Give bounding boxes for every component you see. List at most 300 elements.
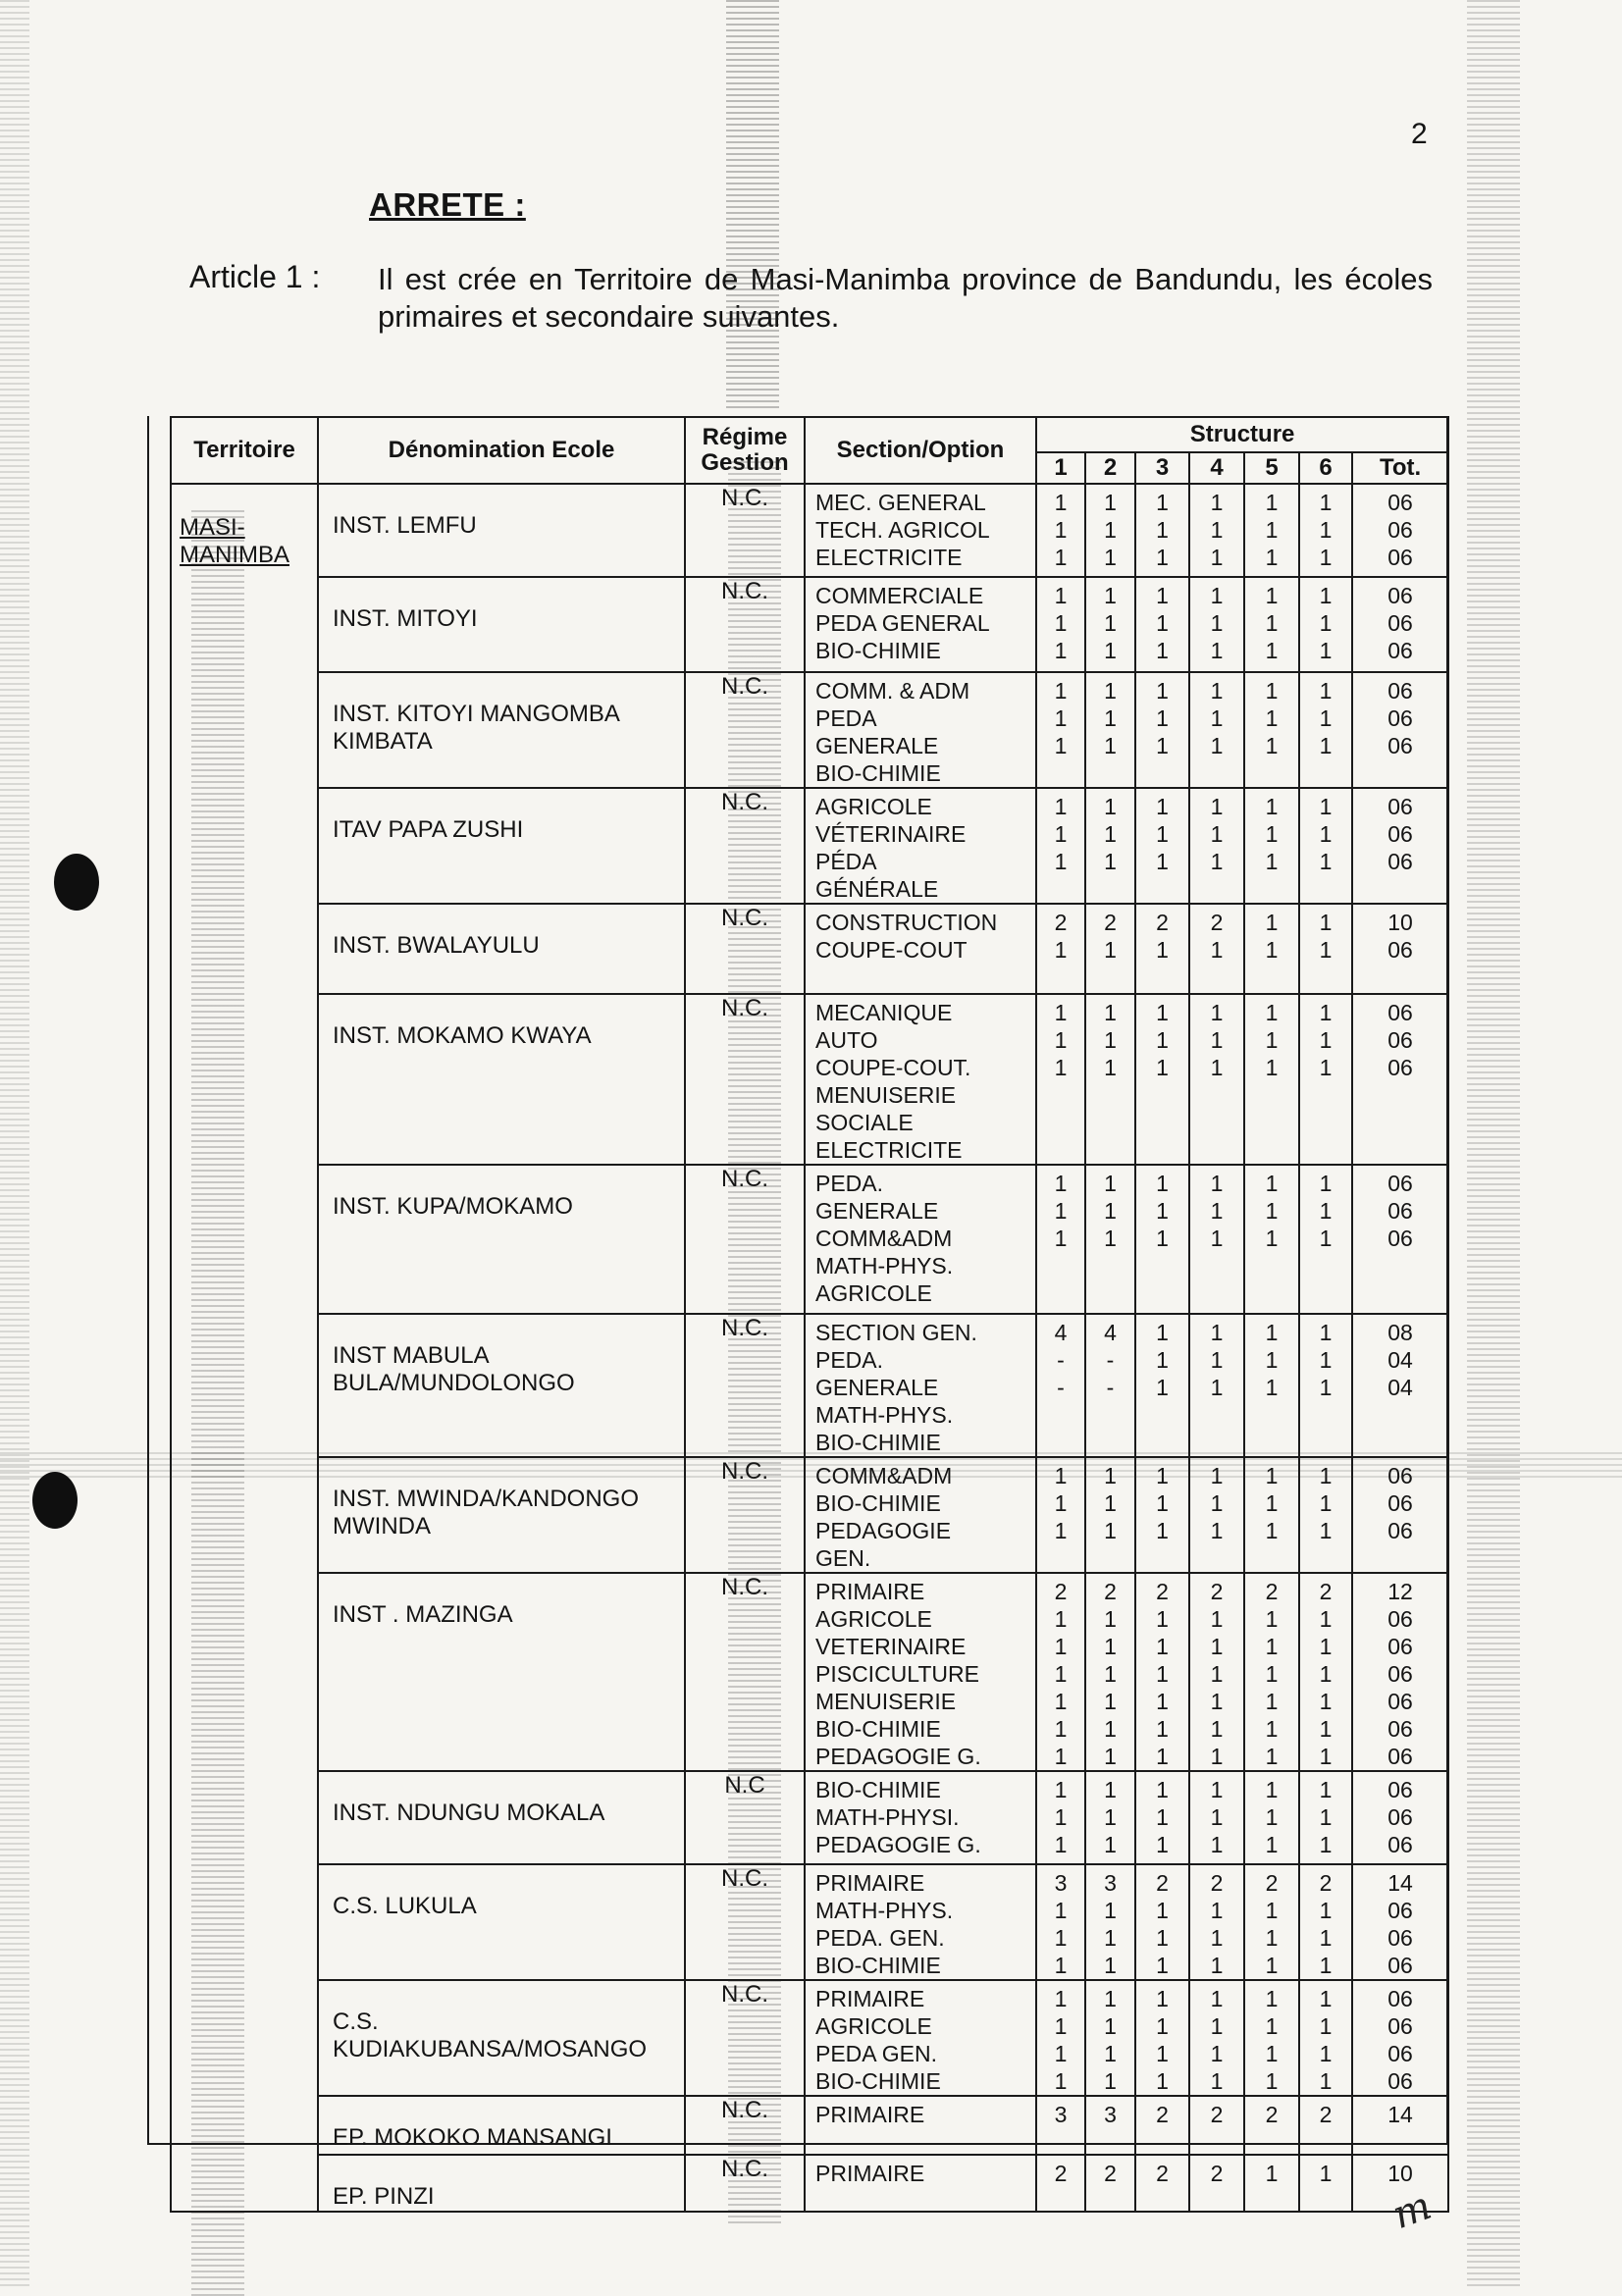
structure-value: 1 xyxy=(1156,490,1169,515)
structure-value: 1 xyxy=(1104,1986,1117,2011)
structure-cell-y4 xyxy=(1189,994,1244,1165)
structure-value: 1 xyxy=(1210,2068,1224,2094)
structure-cell-y6 xyxy=(1299,1573,1352,1771)
structure-value: 1 xyxy=(1265,2161,1279,2186)
structure-cell-y4 xyxy=(1189,1457,1244,1573)
structure-cell-y5 xyxy=(1244,484,1299,577)
structure-value: 1 xyxy=(1210,517,1224,543)
structure-value: 2 xyxy=(1265,2102,1279,2127)
structure-value: 1 xyxy=(1054,1463,1068,1488)
structure-value: 1 xyxy=(1156,1320,1169,1345)
structure-cell-y3 xyxy=(1135,1573,1189,1771)
structure-value: 4 xyxy=(1054,1320,1068,1345)
structure-cell-y4 xyxy=(1189,672,1244,788)
structure-value: 1 xyxy=(1319,2161,1333,2186)
total-value: 14 xyxy=(1387,1870,1413,1896)
structure-value: 1 xyxy=(1104,1832,1117,1857)
structure-value: 1 xyxy=(1265,937,1279,963)
header-denomination: Dénomination Ecole xyxy=(318,417,685,484)
section-option: GENERALE xyxy=(815,1198,939,1224)
scan-smudge xyxy=(726,0,779,412)
structure-value: 1 xyxy=(1054,2013,1068,2039)
section-option: COUPE-COUT. xyxy=(815,1055,971,1080)
section-option: BIO-CHIMIE xyxy=(815,1953,941,1978)
structure-cell-y3 xyxy=(1135,1864,1189,1980)
structure-value: 1 xyxy=(1319,1689,1333,1714)
school-name: INST. KITOYI MANGOMBA KIMBATA xyxy=(318,672,685,788)
regime-gestion: N.C. xyxy=(685,1314,805,1457)
section-option: SOCIALE xyxy=(815,1110,914,1135)
structure-value: 2 xyxy=(1156,1579,1169,1604)
table-row xyxy=(171,1980,1448,2096)
structure-cell-y2 xyxy=(1085,2096,1135,2155)
structure-value: 1 xyxy=(1156,1744,1169,1769)
structure-value: 1 xyxy=(1210,1986,1224,2011)
structure-value: 1 xyxy=(1265,583,1279,608)
structure-value: 1 xyxy=(1319,849,1333,874)
structure-value: 1 xyxy=(1319,1027,1333,1053)
structure-value: 1 xyxy=(1156,545,1169,570)
structure-value: 1 xyxy=(1319,1804,1333,1830)
structure-value: 1 xyxy=(1210,1898,1224,1923)
section-option: PRIMAIRE xyxy=(815,1579,925,1604)
structure-value: 1 xyxy=(1104,2068,1117,2094)
structure-value: 1 xyxy=(1210,490,1224,515)
structure-value: 1 xyxy=(1104,1925,1117,1951)
scan-smudge xyxy=(0,0,29,2289)
structure-value: 1 xyxy=(1054,849,1068,874)
total-cell xyxy=(1352,788,1448,904)
structure-value: 1 xyxy=(1265,1027,1279,1053)
structure-value: 1 xyxy=(1319,1198,1333,1224)
regime-gestion: N.C. xyxy=(685,1864,805,1980)
structure-value: 1 xyxy=(1319,705,1333,731)
section-option: PRIMAIRE xyxy=(815,1986,925,2011)
total-value: 06 xyxy=(1387,733,1413,758)
structure-value: 1 xyxy=(1265,1744,1279,1769)
structure-value: 1 xyxy=(1210,1320,1224,1345)
structure-value: 2 xyxy=(1210,2102,1224,2127)
structure-cell-y3 xyxy=(1135,1165,1189,1314)
structure-value: 1 xyxy=(1265,1898,1279,1923)
structure-value: 1 xyxy=(1319,1375,1333,1400)
structure-value: 1 xyxy=(1156,1986,1169,2011)
section-option: MECANIQUE xyxy=(815,1000,953,1025)
section-option: AGRICOLE xyxy=(815,794,932,819)
structure-cell-y5 xyxy=(1244,672,1299,788)
total-value: 06 xyxy=(1387,1490,1413,1516)
total-value: 06 xyxy=(1387,1518,1413,1543)
section-option: PEDA. GEN. xyxy=(815,1925,945,1951)
structure-cell-y1 xyxy=(1036,577,1085,672)
page-number: 2 xyxy=(1411,118,1428,150)
punch-hole xyxy=(54,854,99,911)
total-cell xyxy=(1352,1573,1448,1771)
structure-cell-y1 xyxy=(1036,788,1085,904)
structure-value: 1 xyxy=(1265,2068,1279,2094)
structure-value: 1 xyxy=(1156,1347,1169,1373)
section-option: BIO-CHIMIE xyxy=(815,1716,941,1742)
total-value: 14 xyxy=(1387,2102,1413,2127)
structure-value: 1 xyxy=(1319,1320,1333,1345)
structure-cell-y5 xyxy=(1244,1864,1299,1980)
structure-value: 1 xyxy=(1319,1716,1333,1742)
structure-cell-y6 xyxy=(1299,577,1352,672)
structure-value: 1 xyxy=(1210,794,1224,819)
structure-value: 1 xyxy=(1156,638,1169,663)
structure-value: 1 xyxy=(1210,1490,1224,1516)
structure-value: 1 xyxy=(1265,705,1279,731)
structure-value: 1 xyxy=(1156,1661,1169,1687)
structure-value: 1 xyxy=(1265,1925,1279,1951)
structure-value: 2 xyxy=(1210,1870,1224,1896)
structure-value: 1 xyxy=(1319,1661,1333,1687)
structure-cell-y5 xyxy=(1244,1573,1299,1771)
section-option: PÉDA xyxy=(815,849,877,874)
structure-value: 1 xyxy=(1265,849,1279,874)
structure-value: 1 xyxy=(1104,583,1117,608)
structure-value: 1 xyxy=(1210,1777,1224,1802)
structure-value: 1 xyxy=(1104,1634,1117,1659)
structure-value: 1 xyxy=(1156,1689,1169,1714)
structure-cell-y1 xyxy=(1036,1165,1085,1314)
total-cell xyxy=(1352,672,1448,788)
structure-value: 1 xyxy=(1265,1000,1279,1025)
structure-value: 1 xyxy=(1156,2068,1169,2094)
header-territoire: Territoire xyxy=(171,417,318,484)
total-value: 06 xyxy=(1387,1986,1413,2011)
structure-value: 1 xyxy=(1265,821,1279,847)
structure-value: 1 xyxy=(1054,937,1068,963)
structure-value: 3 xyxy=(1104,1870,1117,1896)
structure-value: 1 xyxy=(1104,821,1117,847)
school-name: EP. MOKOKO MANSANGI xyxy=(318,2096,685,2155)
structure-value: 1 xyxy=(1265,1606,1279,1632)
structure-value: 1 xyxy=(1104,1716,1117,1742)
structure-cell-y6 xyxy=(1299,2096,1352,2155)
structure-value: 1 xyxy=(1319,794,1333,819)
structure-cell-y6 xyxy=(1299,1864,1352,1980)
structure-value: 1 xyxy=(1265,1661,1279,1687)
structure-value: 1 xyxy=(1265,638,1279,663)
school-name: INST. KUPA/MOKAMO xyxy=(318,1165,685,1314)
total-value: 06 xyxy=(1387,1055,1413,1080)
structure-value: 1 xyxy=(1319,1606,1333,1632)
structure-value: 1 xyxy=(1104,1055,1117,1080)
structure-value: 1 xyxy=(1210,1463,1224,1488)
structure-value: 1 xyxy=(1156,2013,1169,2039)
structure-cell-y4 xyxy=(1189,577,1244,672)
structure-cell-y4 xyxy=(1189,484,1244,577)
structure-value: 1 xyxy=(1210,2041,1224,2066)
structure-value: 1 xyxy=(1210,638,1224,663)
structure-cell-y3 xyxy=(1135,904,1189,994)
section-options xyxy=(805,1457,1036,1573)
total-value: 06 xyxy=(1387,705,1413,731)
total-value: 06 xyxy=(1387,1634,1413,1659)
structure-value: 1 xyxy=(1054,1226,1068,1251)
table-row xyxy=(171,994,1448,1165)
structure-cell-y2 xyxy=(1085,1771,1135,1864)
section-option: COMMERCIALE xyxy=(815,583,984,608)
structure-cell-y4 xyxy=(1189,2155,1244,2212)
regime-gestion: N.C. xyxy=(685,577,805,672)
structure-value: 1 xyxy=(1156,1953,1169,1978)
structure-value: 1 xyxy=(1210,1661,1224,1687)
header-year-6: 6 xyxy=(1299,452,1352,484)
structure-cell-y3 xyxy=(1135,1457,1189,1573)
structure-value: 1 xyxy=(1054,2068,1068,2094)
school-name: INST. MOKAMO KWAYA xyxy=(318,994,685,1165)
total-value: 06 xyxy=(1387,610,1413,636)
school-name: INST. MWINDA/KANDONGO MWINDA xyxy=(318,1457,685,1573)
structure-value: 1 xyxy=(1054,1716,1068,1742)
total-cell xyxy=(1352,1771,1448,1864)
total-value: 10 xyxy=(1387,910,1413,935)
structure-value: 1 xyxy=(1265,910,1279,935)
section-option: ELECTRICITE xyxy=(815,545,963,570)
structure-value: 1 xyxy=(1156,733,1169,758)
structure-cell-y1 xyxy=(1036,1573,1085,1771)
structure-value: 1 xyxy=(1319,910,1333,935)
total-cell xyxy=(1352,994,1448,1165)
structure-value: 1 xyxy=(1054,1027,1068,1053)
structure-value: 2 xyxy=(1319,1579,1333,1604)
structure-value: 1 xyxy=(1265,545,1279,570)
structure-value: 1 xyxy=(1104,1490,1117,1516)
structure-value: 1 xyxy=(1104,1198,1117,1224)
structure-cell-y3 xyxy=(1135,1771,1189,1864)
total-cell xyxy=(1352,1314,1448,1457)
structure-value: 1 xyxy=(1265,1634,1279,1659)
section-option: GÉNÉRALE xyxy=(815,876,939,902)
structure-cell-y5 xyxy=(1244,1165,1299,1314)
structure-value: 1 xyxy=(1265,490,1279,515)
structure-value: 1 xyxy=(1210,1171,1224,1196)
total-value: 06 xyxy=(1387,1198,1413,1224)
structure-cell-y6 xyxy=(1299,1457,1352,1573)
section-option: AGRICOLE xyxy=(815,1606,932,1632)
total-value: 06 xyxy=(1387,1463,1413,1488)
structure-value: 2 xyxy=(1156,1870,1169,1896)
regime-gestion: N.C. xyxy=(685,2096,805,2155)
total-value: 06 xyxy=(1387,490,1413,515)
structure-value: 1 xyxy=(1054,1777,1068,1802)
total-cell xyxy=(1352,484,1448,577)
structure-value: 1 xyxy=(1104,1518,1117,1543)
table-row xyxy=(171,1573,1448,1771)
structure-cell-y4 xyxy=(1189,788,1244,904)
structure-value: 1 xyxy=(1104,705,1117,731)
section-options xyxy=(805,1771,1036,1864)
section-option: COUPE-COUT xyxy=(815,937,968,963)
structure-cell-y1 xyxy=(1036,994,1085,1165)
total-value: 06 xyxy=(1387,1716,1413,1742)
structure-value: 1 xyxy=(1265,1777,1279,1802)
table-row xyxy=(171,1165,1448,1314)
structure-cell-y5 xyxy=(1244,1314,1299,1457)
regime-gestion: N.C. xyxy=(685,672,805,788)
total-value: 06 xyxy=(1387,1777,1413,1802)
regime-gestion: N.C. xyxy=(685,1573,805,1771)
structure-value: 1 xyxy=(1054,490,1068,515)
structure-value: 1 xyxy=(1210,1198,1224,1224)
table-row xyxy=(171,1314,1448,1457)
table-row xyxy=(171,2096,1448,2155)
structure-value: 1 xyxy=(1156,1832,1169,1857)
structure-value: 1 xyxy=(1104,1804,1117,1830)
section-option: PEDAGOGIE G. xyxy=(815,1832,981,1857)
structure-value: 1 xyxy=(1210,1804,1224,1830)
section-option: PEDAGOGIE xyxy=(815,1518,952,1543)
regime-gestion: N.C. xyxy=(685,994,805,1165)
structure-value: 1 xyxy=(1054,1689,1068,1714)
structure-cell-y1 xyxy=(1036,672,1085,788)
structure-cell-y1 xyxy=(1036,1314,1085,1457)
structure-value: 1 xyxy=(1104,1661,1117,1687)
structure-cell-y2 xyxy=(1085,672,1135,788)
structure-value: 1 xyxy=(1104,2041,1117,2066)
structure-value: 1 xyxy=(1054,1490,1068,1516)
structure-value: 1 xyxy=(1156,1375,1169,1400)
structure-value: 1 xyxy=(1104,1898,1117,1923)
structure-cell-y2 xyxy=(1085,1573,1135,1771)
school-name: INST. LEMFU xyxy=(318,484,685,577)
structure-value: 1 xyxy=(1319,1490,1333,1516)
structure-cell-y4 xyxy=(1189,1314,1244,1457)
structure-value: 2 xyxy=(1210,910,1224,935)
structure-value: 2 xyxy=(1210,2161,1224,2186)
section-option: PRIMAIRE xyxy=(815,1870,925,1896)
structure-value: - xyxy=(1106,1375,1115,1400)
structure-cell-y2 xyxy=(1085,577,1135,672)
structure-value: 1 xyxy=(1054,1055,1068,1080)
structure-value: 2 xyxy=(1265,1870,1279,1896)
structure-value: 1 xyxy=(1054,1986,1068,2011)
structure-cell-y4 xyxy=(1189,1864,1244,1980)
section-option: PEDA GENERAL xyxy=(815,610,990,636)
structure-value: 1 xyxy=(1104,1171,1117,1196)
header-year-1: 1 xyxy=(1036,452,1085,484)
structure-value: 1 xyxy=(1210,1832,1224,1857)
section-option: MEC. GENERAL xyxy=(815,490,986,515)
structure-value: 2 xyxy=(1319,1870,1333,1896)
structure-value: - xyxy=(1057,1375,1065,1400)
table-row xyxy=(171,577,1448,672)
structure-value: 1 xyxy=(1265,517,1279,543)
structure-value: 1 xyxy=(1210,545,1224,570)
total-value: 06 xyxy=(1387,545,1413,570)
structure-cell-y3 xyxy=(1135,788,1189,904)
structure-value: 2 xyxy=(1054,1579,1068,1604)
scan-smudge xyxy=(1467,0,1520,2289)
total-value: 06 xyxy=(1387,1661,1413,1687)
structure-value: 1 xyxy=(1156,705,1169,731)
territoire-cell xyxy=(171,484,318,2212)
total-value: 06 xyxy=(1387,1953,1413,1978)
school-name: EP. PINZI xyxy=(318,2155,685,2212)
regime-gestion: N.C xyxy=(685,1771,805,1864)
structure-value: 1 xyxy=(1210,849,1224,874)
school-name: C.S. LUKULA xyxy=(318,1864,685,1980)
structure-value: 1 xyxy=(1319,2013,1333,2039)
structure-value: 1 xyxy=(1319,937,1333,963)
structure-value: 1 xyxy=(1156,1925,1169,1951)
structure-cell-y4 xyxy=(1189,2096,1244,2155)
section-option: PEDA. xyxy=(815,1171,884,1196)
structure-value: 1 xyxy=(1210,937,1224,963)
school-name: INST. MITOYI xyxy=(318,577,685,672)
structure-cell-y6 xyxy=(1299,1771,1352,1864)
structure-cell-y3 xyxy=(1135,1980,1189,2096)
structure-value: 1 xyxy=(1156,678,1169,704)
total-value: 06 xyxy=(1387,1898,1413,1923)
structure-value: 1 xyxy=(1319,1000,1333,1025)
total-value: 06 xyxy=(1387,937,1413,963)
structure-cell-y5 xyxy=(1244,2096,1299,2155)
table-row xyxy=(171,484,1448,577)
regime-gestion: N.C. xyxy=(685,904,805,994)
arrete-heading: ARRETE : xyxy=(369,186,526,223)
structure-value: 1 xyxy=(1265,794,1279,819)
structure-value: 2 xyxy=(1156,2161,1169,2186)
total-value: 08 xyxy=(1387,1320,1413,1345)
school-name: INST MABULA BULA/MUNDOLONGO xyxy=(318,1314,685,1457)
table-row xyxy=(171,1864,1448,1980)
header-year-4: 4 xyxy=(1189,452,1244,484)
structure-cell-y2 xyxy=(1085,2155,1135,2212)
structure-value: 1 xyxy=(1156,1777,1169,1802)
structure-value: 1 xyxy=(1054,733,1068,758)
structure-value: 1 xyxy=(1054,821,1068,847)
structure-value: 1 xyxy=(1054,1518,1068,1543)
structure-value: 1 xyxy=(1104,937,1117,963)
structure-value: 1 xyxy=(1319,2041,1333,2066)
structure-value: 1 xyxy=(1104,517,1117,543)
structure-value: 1 xyxy=(1156,1463,1169,1488)
total-value: 06 xyxy=(1387,849,1413,874)
structure-value: 1 xyxy=(1319,1832,1333,1857)
total-value: 06 xyxy=(1387,638,1413,663)
structure-value: 3 xyxy=(1104,2102,1117,2127)
structure-cell-y1 xyxy=(1036,2155,1085,2212)
structure-value: 1 xyxy=(1054,678,1068,704)
table-row xyxy=(171,672,1448,788)
structure-value: 2 xyxy=(1265,1579,1279,1604)
total-cell xyxy=(1352,1165,1448,1314)
structure-value: 1 xyxy=(1319,517,1333,543)
structure-value: 1 xyxy=(1210,1606,1224,1632)
structure-value: 1 xyxy=(1156,1055,1169,1080)
structure-value: 1 xyxy=(1319,1171,1333,1196)
section-options xyxy=(805,994,1036,1165)
section-option: GENERALE xyxy=(815,1375,939,1400)
section-option: GENERALE xyxy=(815,733,939,758)
structure-value: 1 xyxy=(1156,1518,1169,1543)
total-value: 10 xyxy=(1387,2161,1413,2186)
structure-value: 1 xyxy=(1319,610,1333,636)
total-cell xyxy=(1352,1864,1448,1980)
structure-value: 1 xyxy=(1319,1777,1333,1802)
regime-gestion: N.C. xyxy=(685,788,805,904)
total-cell xyxy=(1352,1980,1448,2096)
structure-value: 1 xyxy=(1156,849,1169,874)
structure-cell-y1 xyxy=(1036,2096,1085,2155)
section-option: PEDA. xyxy=(815,1347,884,1373)
structure-cell-y4 xyxy=(1189,1573,1244,1771)
structure-value: - xyxy=(1057,1347,1065,1373)
section-options xyxy=(805,672,1036,788)
